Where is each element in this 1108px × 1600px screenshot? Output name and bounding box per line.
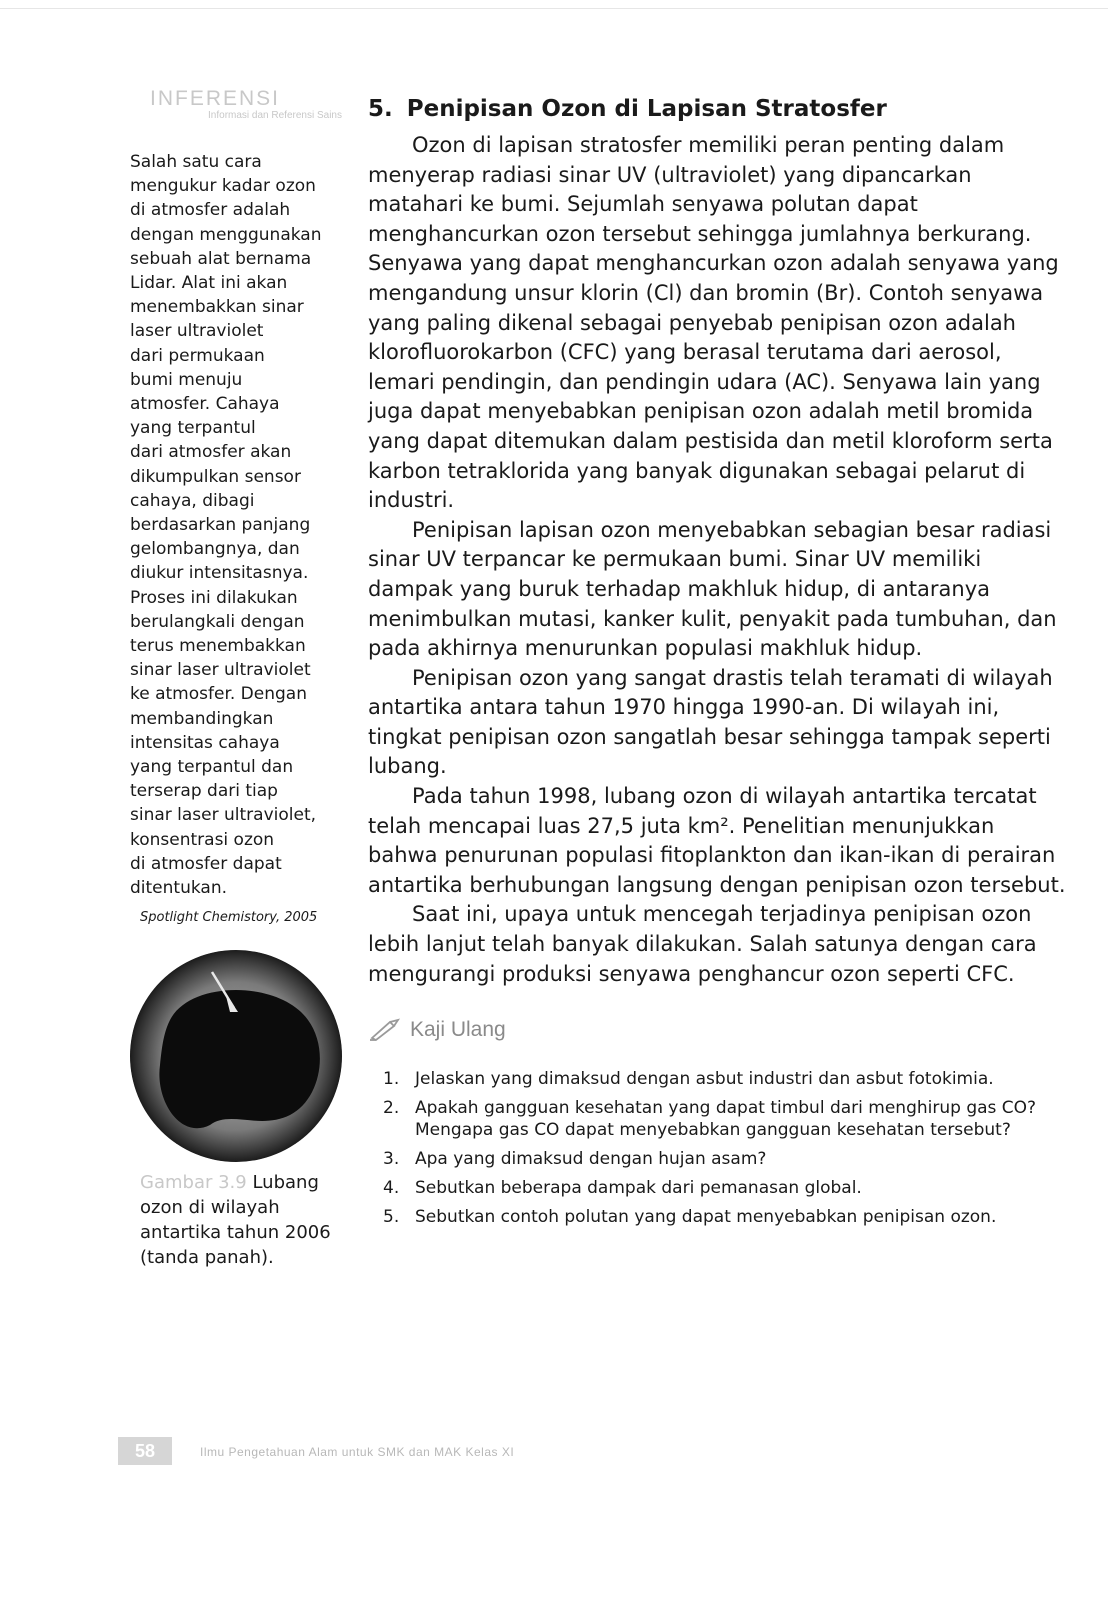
review-item: [383, 1206, 1073, 1228]
paragraph-2: Penipisan lapisan ozon menyebabkan sebagian besar radiasi sinar UV terpancar ke permukaan bumi. Sinar UV memiliki dampak yang buruk terhadap makhluk hidup, di antaranya menimbulkan mutasi, kanker kulit, penyakit pada tumbuhan, dan pada akhirnya menurunkan populasi makhluk hidup.: [368, 517, 1057, 661]
review-item-text: Sebutkan beberapa dampak dari pemanasan global.: [415, 1178, 862, 1198]
review-item-number: 2.: [383, 1098, 400, 1118]
paragraph-4: Pada tahun 1998, lubang ozon di wilayah antartika tercatat telah mencapai luas 27,5 juta km². Penelitian menunjukkan bahwa penurunan populasi fitoplankton dan ikan-ikan di perairan antartika berhubungan langsung dengan penipisan ozon tersebut.: [368, 784, 1066, 897]
section-body: [368, 131, 1068, 989]
review-item: [383, 1068, 1073, 1090]
ozone-hole-image: [130, 950, 342, 1162]
section-number: 5.: [368, 96, 393, 122]
review-item-text: Jelaskan yang dimaksud dengan asbut industri dan asbut fotokimia.: [415, 1069, 994, 1089]
review-item-number: 1.: [383, 1069, 400, 1089]
paragraph-3: Penipisan ozon yang sangat drastis telah teramati di wilayah antartika antara tahun 1970 hingga 1990-an. Di wilayah ini, tingkat penipisan ozon sangatlah besar sehingga tampak seperti lubang.: [368, 665, 1053, 779]
review-item: [383, 1148, 1073, 1170]
sidebar-title: INFERENSI: [150, 87, 281, 110]
top-rule: [0, 8, 1108, 9]
paragraph-5: Saat ini, upaya untuk mencegah terjadinya penipisan ozon lebih lanjut telah banyak dilakukan. Salah satunya dengan cara mengurangi produksi senyawa penghancur ozon seperti CFC.: [368, 902, 1037, 986]
review-item: [383, 1097, 1073, 1141]
review-item-number: 4.: [383, 1178, 400, 1198]
section-heading: [368, 96, 1068, 122]
review-item-text: Sebutkan contoh polutan yang dapat menyebabkan penipisan ozon.: [415, 1207, 997, 1227]
sidebar-header: [150, 88, 350, 122]
ozone-hole-drawing: [130, 950, 342, 1162]
paragraph-1: Ozon di lapisan stratosfer memiliki peran penting dalam menyerap radiasi sinar UV (ultraviolet) yang dipancarkan matahari ke bumi. Sejumlah senyawa polutan dapat menghancurkan ozon tersebut sehingga jumlahnya berkurang. Senyawa yang dapat menghancurkan ozon adalah senyawa yang mengandung unsur klorin (Cl) dan bromin (Br). Contoh senyawa yang paling dikenal sebagai penyebab penipisan ozon adalah klorofluorokarbon (CFC) yang berasal terutama dari aerosol, lemari pendingin, dan pendingin udara (AC). Senyawa lain yang juga dapat menyebabkan penipisan ozon adalah metil bromida yang dapat ditemukan dalam pestisida dan metil kloroform serta karbon tetraklorida yang banyak digunakan sebagai pelarut di industri.: [368, 133, 1059, 513]
review-item-number: 3.: [383, 1149, 400, 1169]
review-item-number: 5.: [383, 1207, 400, 1227]
review-item: [383, 1177, 1073, 1199]
figure-caption-text: Lubang ozon di wilayah antartika tahun 2006 (tanda panah).: [140, 1172, 331, 1268]
sidebar-text: Salah satu cara mengukur kadar ozon di atmosfer adalah dengan menggunakan sebuah alat bernama Lidar. Alat ini akan menembakkan sinar laser ultraviolet dari permukaan bumi menuju atmosfer. Cahaya yang terpantul dari atmosfer akan dikumpulkan sensor cahaya, dibagi berdasarkan panjang gelombangnya, dan diukur intensitasnya. Proses ini dilakukan berulangkali dengan terus menembakkan sinar laser ultraviolet ke atmosfer. Dengan membandingkan intensitas cahaya yang terpantul dan terserap dari tiap sinar laser ultraviolet, konsentrasi ozon di atmosfer dapat ditentukan.: [130, 152, 322, 899]
pencil-icon: [368, 1018, 402, 1042]
figure-label: Gambar 3.9: [140, 1172, 247, 1193]
figure-caption: [140, 1170, 345, 1270]
sidebar-source: Spotlight Chemistory, 2005: [140, 910, 318, 925]
review-list: [383, 1068, 1073, 1235]
section-title: Penipisan Ozon di Lapisan Stratosfer: [406, 96, 887, 122]
review-heading: [368, 1018, 506, 1042]
review-item-text: Apakah gangguan kesehatan yang dapat timbul dari menghirup gas CO? Mengapa gas CO dapat menyebabkan gangguan kesehatan tersebut?: [415, 1098, 1037, 1140]
book-title: Ilmu Pengetahuan Alam untuk SMK dan MAK Kelas XI: [200, 1445, 515, 1459]
review-title: Kaji Ulang: [410, 1018, 506, 1041]
review-item-text: Apa yang dimaksud dengan hujan asam?: [415, 1149, 767, 1169]
sidebar-subtitle: Informasi dan Referensi Sains: [208, 110, 342, 121]
page-number: 58: [118, 1437, 172, 1465]
